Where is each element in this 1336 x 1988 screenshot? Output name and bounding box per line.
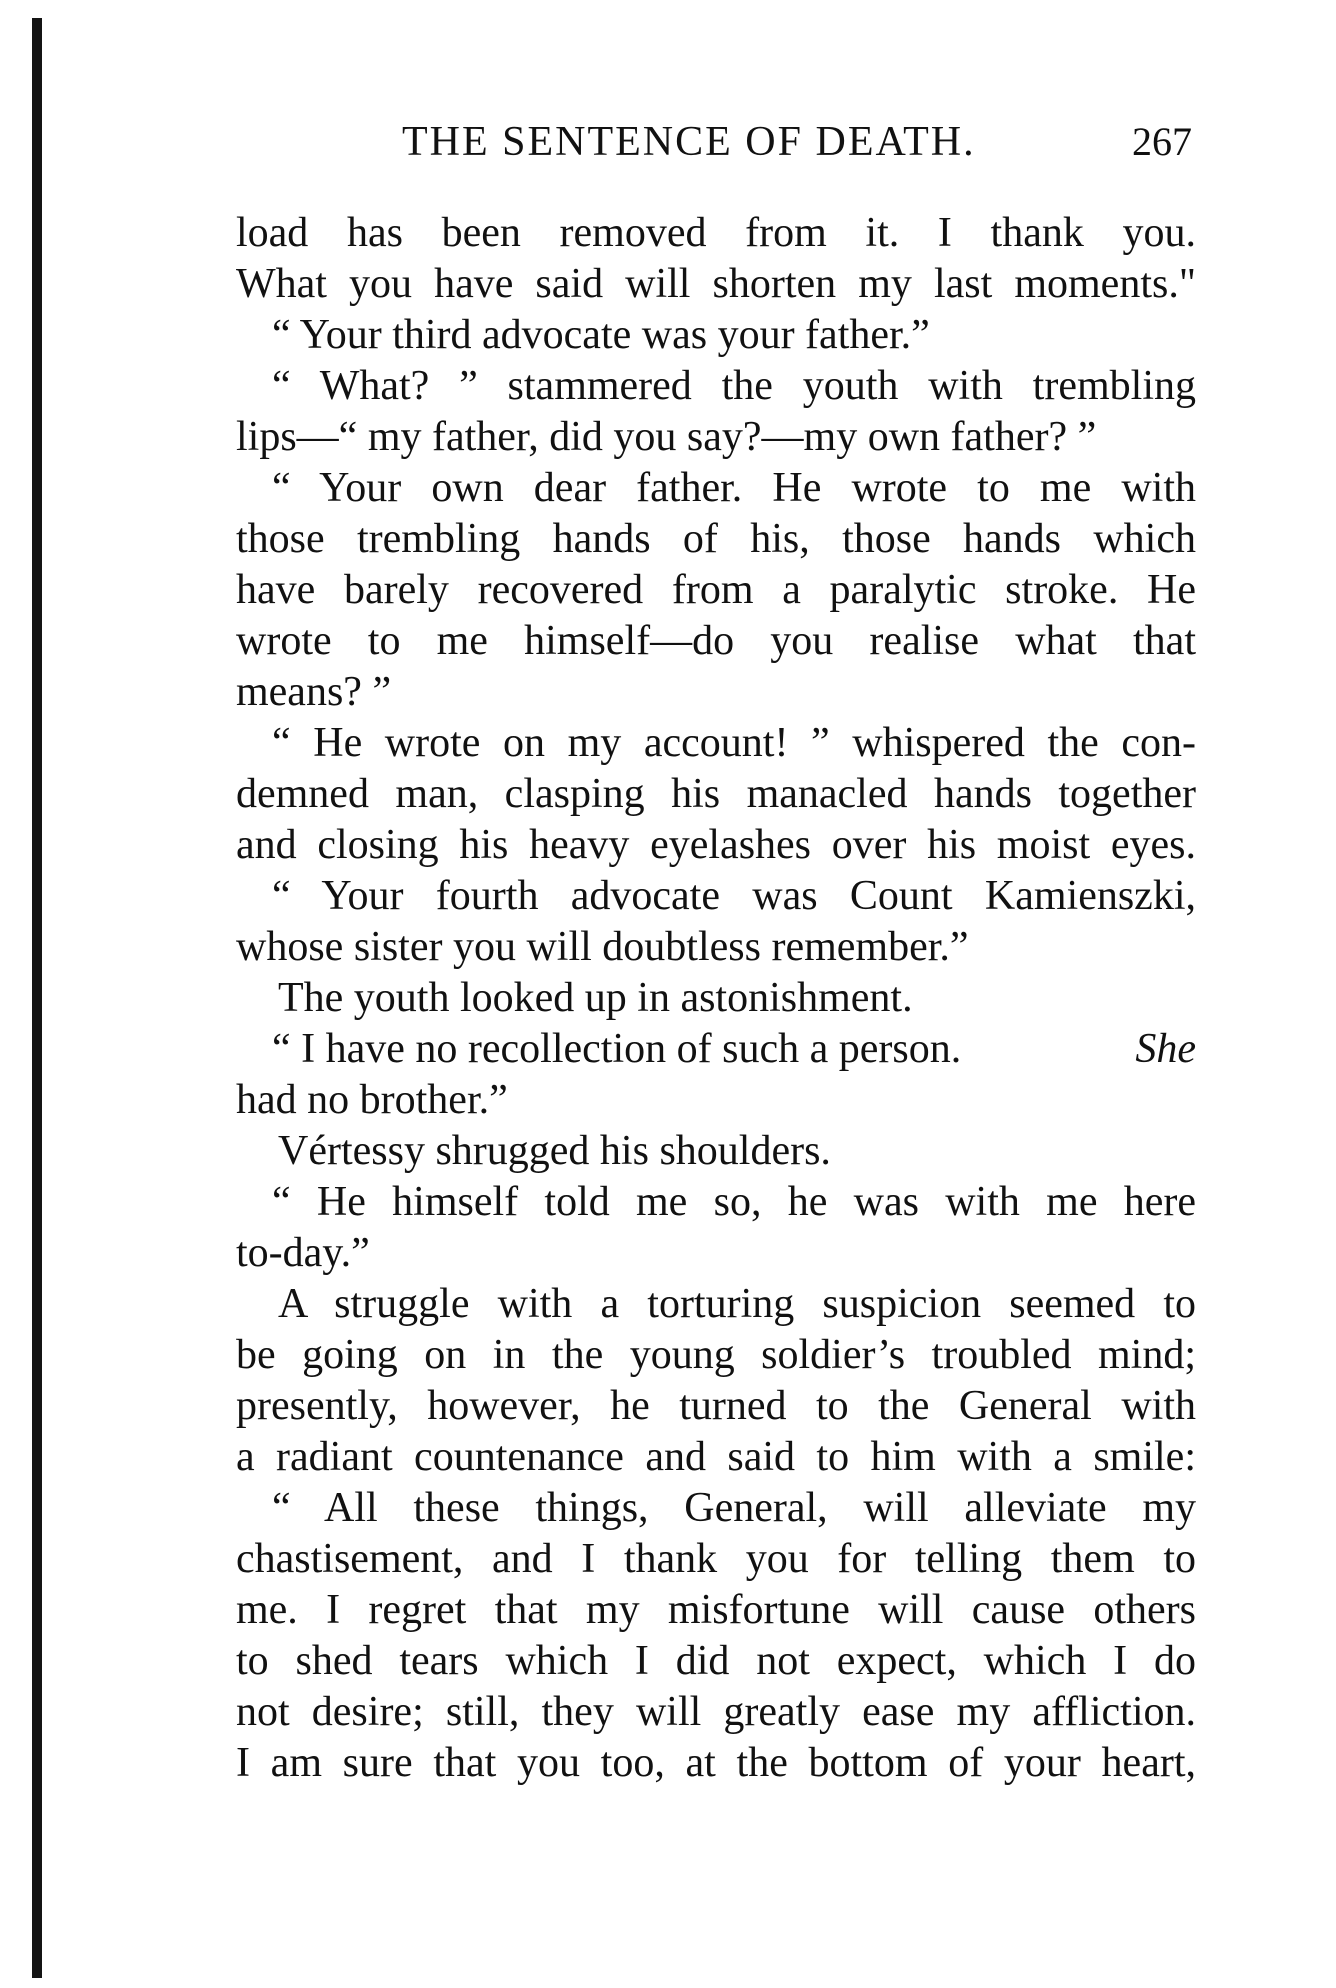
text-line: The youth looked up in astonishment.	[278, 975, 913, 1021]
text-line: “ Your fourth advocate was Count Kamienszki,	[272, 873, 1196, 919]
text-line: “ He wrote on my account! ” whispered the con-	[272, 720, 1196, 766]
text-line	[236, 1024, 1196, 1075]
text-line-start: “ I have no recollection of such a person.	[272, 1026, 962, 1072]
text-line: What you have said will shorten my last moments."	[236, 261, 1196, 307]
text-line: chastisement, and I thank you for telling them to	[236, 1536, 1196, 1582]
text-line: A struggle with a torturing suspicion seemed to	[278, 1281, 1196, 1327]
text-line: “ What? ” stammered the youth with trembling	[272, 363, 1196, 409]
text-line: wrote to me himself—do you realise what that	[236, 618, 1196, 664]
page-number: 267	[1132, 119, 1192, 164]
text-line: have barely recovered from a paralytic stroke. He	[236, 567, 1196, 613]
text-line: “ Your third advocate was your father.”	[272, 312, 930, 358]
text-line: means? ”	[236, 669, 392, 715]
text-line: presently, however, he turned to the General with	[236, 1383, 1196, 1429]
text-line: me. I regret that my misfortune will cause others	[236, 1587, 1196, 1633]
text-line: be going on in the young soldier’s troubled mind;	[236, 1332, 1196, 1378]
text-line: to shed tears which I did not expect, which I do	[236, 1638, 1196, 1684]
text-line: a radiant countenance and said to him with a smile:	[236, 1434, 1196, 1480]
text-line: demned man, clasping his manacled hands together	[236, 771, 1196, 817]
page-header	[236, 118, 1196, 178]
scan-edge	[32, 18, 42, 1978]
text-line: to-day.”	[236, 1230, 370, 1276]
text-line: lips—“ my father, did you say?—my own father? ”	[236, 414, 1097, 460]
text-line: Vértessy shrugged his shoulders.	[278, 1128, 831, 1174]
body-text	[236, 208, 1196, 1789]
text-line: whose sister you will doubtless remember.”	[236, 924, 969, 970]
text-line: I am sure that you too, at the bottom of your heart,	[236, 1740, 1196, 1786]
text-line: “ All these things, General, will alleviate my	[272, 1485, 1196, 1531]
text-line: and closing his heavy eyelashes over his moist eyes.	[236, 822, 1196, 868]
text-line: load has been removed from it. I thank you.	[236, 210, 1196, 256]
text-line: had no brother.”	[236, 1077, 508, 1123]
text-line: those trembling hands of his, those hands which	[236, 516, 1196, 562]
text-line: “ He himself told me so, he was with me here	[272, 1179, 1196, 1225]
italic-word: She	[1135, 1026, 1196, 1072]
running-head: THE SENTENCE OF DEATH.	[402, 119, 976, 165]
text-line: not desire; still, they will greatly ease my affliction.	[236, 1689, 1196, 1735]
text-line: “ Your own dear father. He wrote to me with	[272, 465, 1196, 511]
